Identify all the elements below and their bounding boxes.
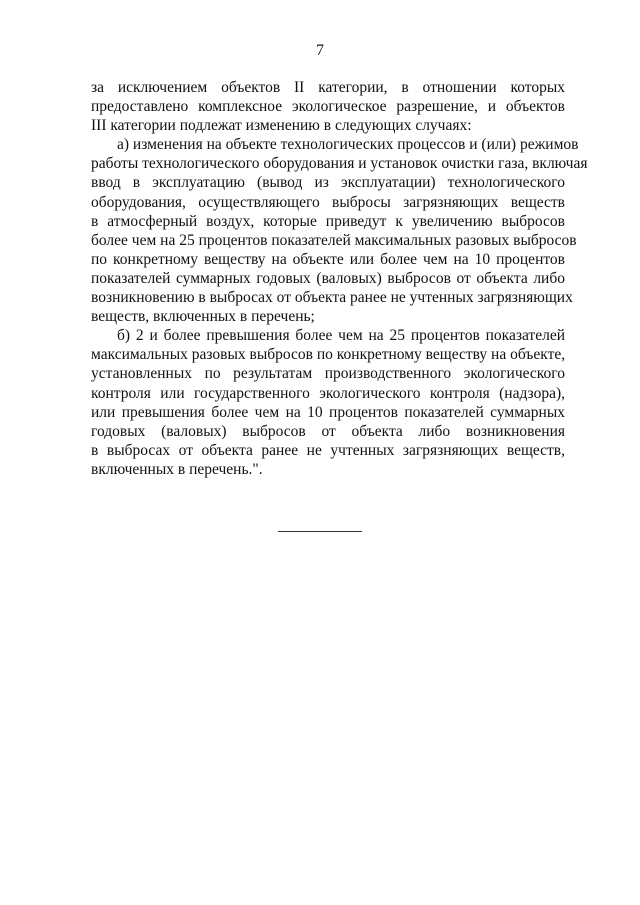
text-line: веществ, включенных в перечень; bbox=[91, 308, 315, 326]
text-line: б) 2 и более превышения более чем на 25 процентов показателей bbox=[117, 327, 565, 345]
end-rule bbox=[278, 531, 362, 532]
page-number: 7 bbox=[316, 42, 324, 59]
text-line: установленных по результатам производственного экологического bbox=[91, 365, 565, 383]
text-line: а) изменения на объекте технологических процессов и (или) режимов bbox=[117, 136, 579, 154]
text-line: III категории подлежат изменению в следующих случаях: bbox=[91, 117, 472, 135]
text-line: контроля или государственного экологического контроля (надзора), bbox=[91, 384, 565, 402]
text-line: годовых (валовых) выбросов от объекта либо возникновения bbox=[91, 422, 565, 440]
text-line: по конкретному веществу на объекте или более чем на 10 процентов bbox=[91, 250, 565, 268]
paragraph-item-a bbox=[91, 135, 588, 326]
paragraph-intro bbox=[91, 78, 565, 135]
text-line: предоставлено комплексное экологическое разрешение, и объектов bbox=[91, 98, 565, 116]
document-body bbox=[91, 78, 588, 479]
text-line: в выбросах от объекта ранее не учтенных загрязняющих веществ, bbox=[91, 441, 565, 459]
text-line: работы технологического оборудования и установок очистки газа, включая bbox=[91, 155, 588, 173]
text-line: за исключением объектов II категории, в отношении которых bbox=[91, 79, 565, 96]
text-line: показателей суммарных годовых (валовых) выбросов от объекта либо bbox=[91, 269, 565, 287]
text-line: или превышения более чем на 10 процентов показателей суммарных bbox=[91, 403, 565, 421]
text-line: в атмосферный воздух, которые приведут к увеличению выбросов bbox=[91, 212, 565, 230]
text-line: возникновению в выбросах от объекта ранее не учтенных загрязняющих bbox=[91, 289, 573, 307]
text-line: включенных в перечень.". bbox=[91, 460, 263, 478]
text-line: более чем на 25 процентов показателей максимальных разовых выбросов bbox=[91, 231, 577, 249]
text-line: оборудования, осуществляющего выбросы загрязняющих веществ bbox=[91, 193, 565, 211]
text-line: максимальных разовых выбросов по конкретному веществу на объекте, bbox=[91, 346, 566, 364]
paragraph-item-b bbox=[91, 326, 565, 479]
text-line: ввод в эксплуатацию (вывод из эксплуатации) технологического bbox=[91, 174, 565, 192]
